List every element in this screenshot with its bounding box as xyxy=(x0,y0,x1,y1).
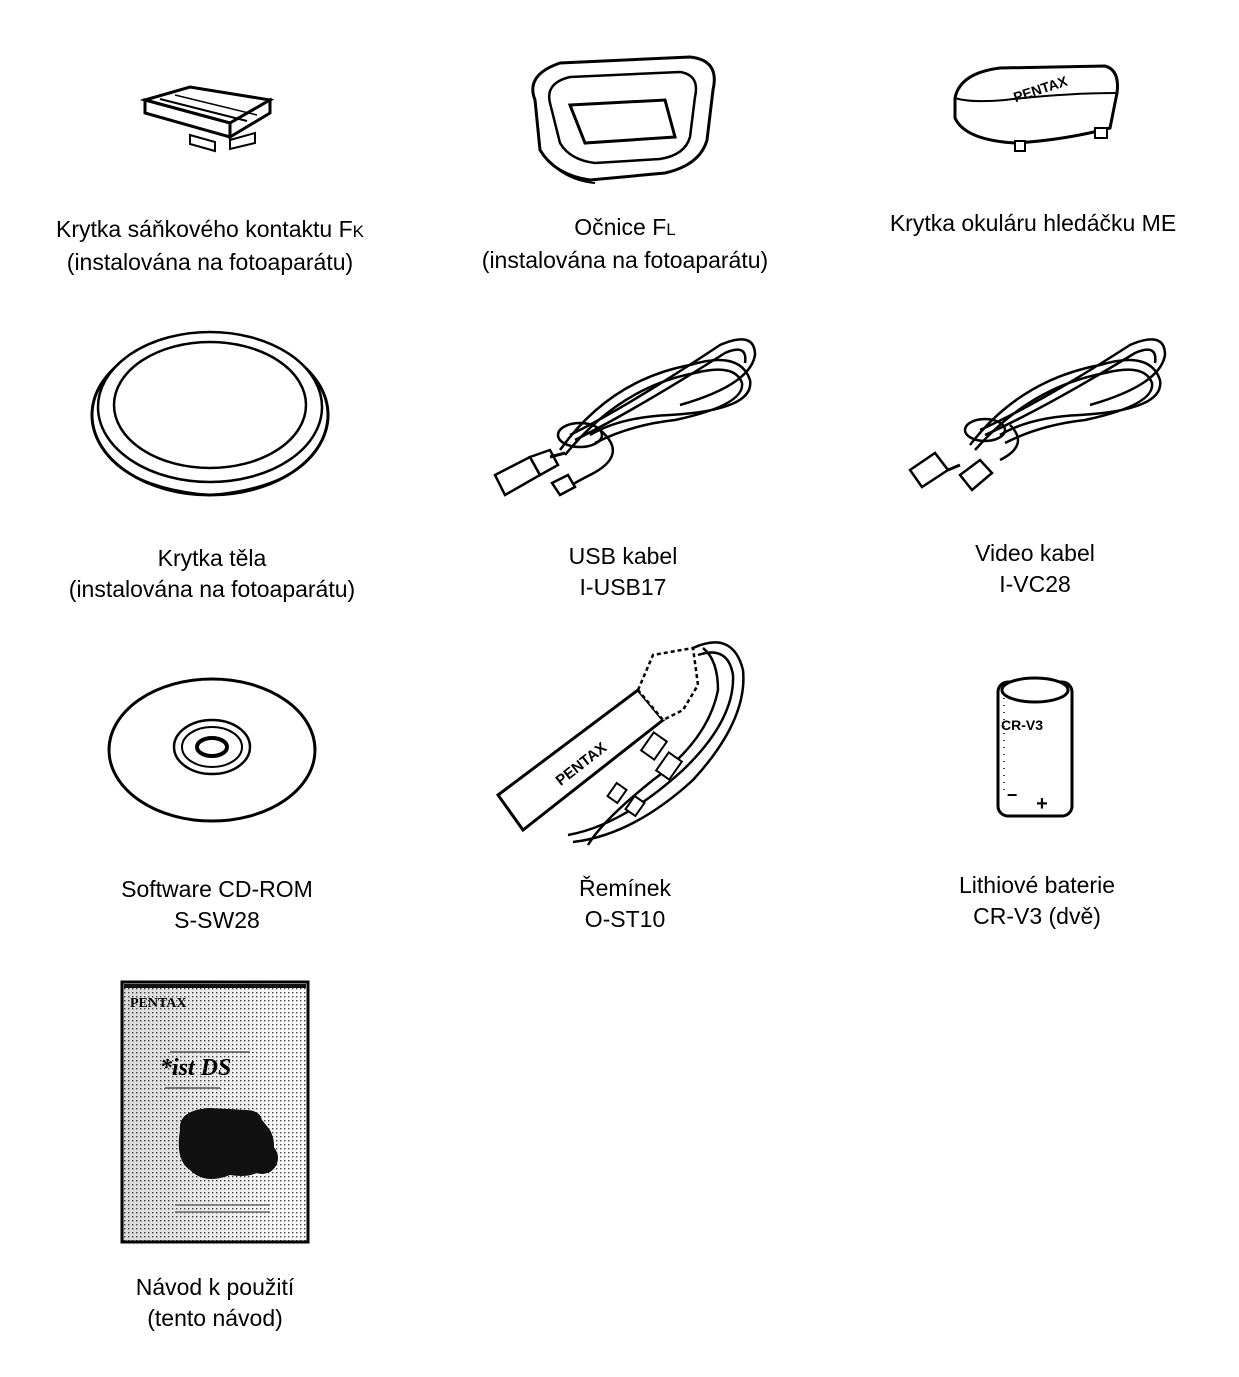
battery-plus: + xyxy=(1036,793,1048,815)
eyepiece-logo-text: PENTAX xyxy=(1011,72,1070,106)
caption-battery xyxy=(837,870,1237,932)
caption-suffix: K xyxy=(352,222,364,241)
battery-icon xyxy=(992,668,1082,820)
caption-line: Software CD-ROM xyxy=(121,876,313,902)
battery-label: CR-V3 xyxy=(1000,717,1044,733)
eyecup-icon xyxy=(515,45,725,185)
caption-usb-cable xyxy=(423,541,823,603)
usb-cable-icon xyxy=(480,325,770,510)
caption-line: Krytka sáňkového kontaktu F xyxy=(56,216,353,242)
caption-line: (tento návod) xyxy=(147,1305,283,1331)
caption-line: Očnice F xyxy=(574,214,667,240)
battery-minus: − xyxy=(1006,785,1018,805)
manual-brand-text: PENTAX xyxy=(130,996,187,1011)
caption-body-cap xyxy=(12,543,412,605)
caption-line: USB kabel xyxy=(568,543,678,569)
caption-line: Návod k použití xyxy=(135,1274,295,1300)
caption-line: I-VC28 xyxy=(999,571,1071,597)
caption-line: Řemínek xyxy=(578,875,672,901)
caption-hot-shoe-cover xyxy=(10,214,410,278)
caption-line: O-ST10 xyxy=(584,906,666,932)
caption-video-cable xyxy=(835,538,1235,600)
strap-logo-text: PENTAX xyxy=(552,739,611,790)
eyepiece-cap-icon xyxy=(945,58,1125,158)
strap-icon xyxy=(493,630,758,855)
caption-line: Lithiové baterie xyxy=(959,872,1115,898)
caption-eyepiece-cap xyxy=(833,208,1233,239)
video-cable-icon xyxy=(900,325,1180,505)
caption-line: CR-V3 (dvě) xyxy=(973,903,1101,929)
manual-icon xyxy=(120,980,310,1245)
caption-manual xyxy=(15,1272,415,1334)
caption-suffix: L xyxy=(666,220,676,239)
caption-line: Video kabel xyxy=(975,540,1095,566)
caption-line: Krytka okuláru hledáčku ME xyxy=(889,210,1177,236)
caption-eyecup xyxy=(425,212,825,276)
manual-product-text: *ist DS xyxy=(160,1055,232,1081)
hot-shoe-cover-icon xyxy=(135,85,280,155)
caption-strap xyxy=(425,873,825,935)
cd-rom-icon xyxy=(105,675,320,825)
body-cap-icon xyxy=(85,315,335,505)
caption-line: I-USB17 xyxy=(579,574,667,600)
caption-line: S-SW28 xyxy=(174,907,260,933)
caption-line: (instalována na fotoaparátu) xyxy=(68,576,356,602)
caption-line: (instalována na fotoaparátu) xyxy=(481,247,769,273)
caption-line: Krytka těla xyxy=(157,545,267,571)
caption-software-cd xyxy=(17,874,417,936)
caption-line: (instalována na fotoaparátu) xyxy=(66,249,354,275)
